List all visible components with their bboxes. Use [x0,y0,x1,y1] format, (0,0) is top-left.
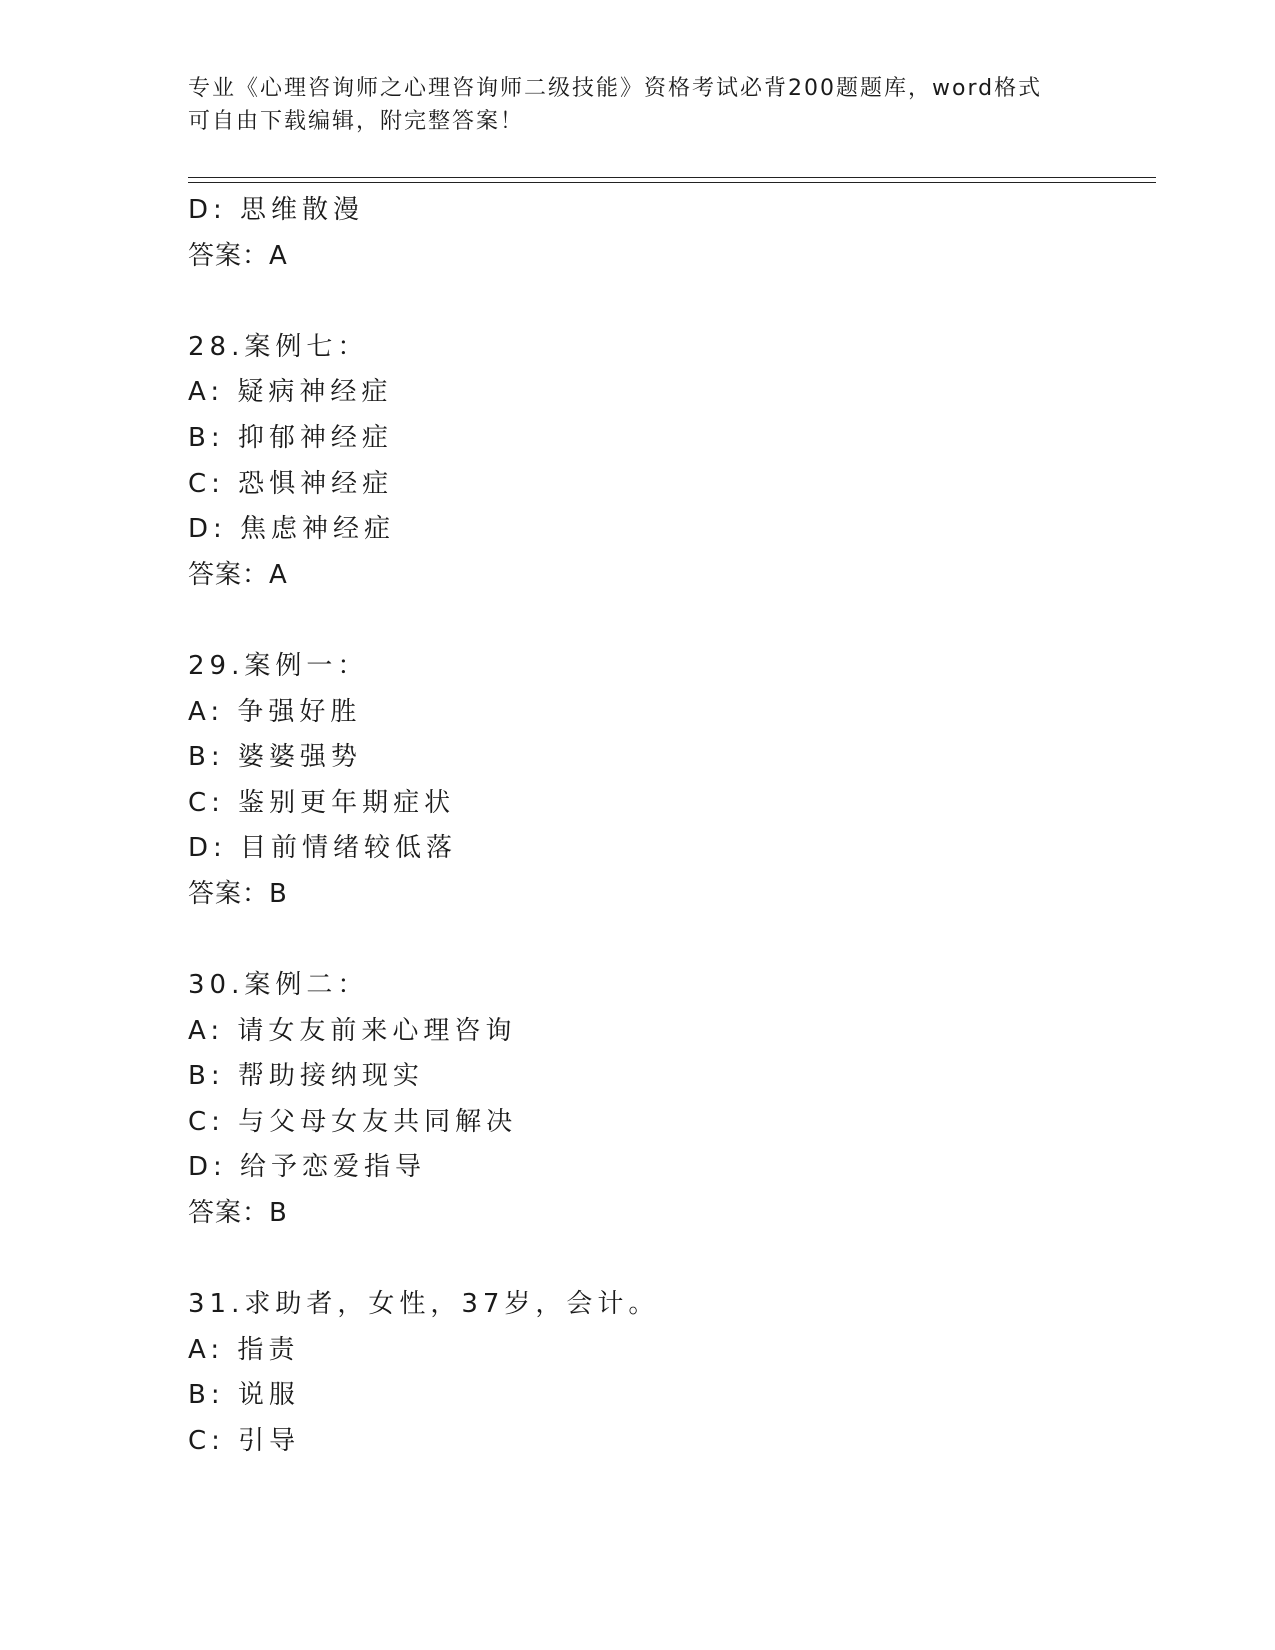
option-b: B: 婆婆强势 [188,742,362,773]
question-title: 30.案例二： [188,970,369,1001]
question-title: 28.案例七： [188,331,369,362]
question-31 [188,1282,1148,1464]
answer: 答案：A [188,240,288,271]
answer: 答案：B [188,878,288,909]
document-header [188,72,1088,138]
option-c: C: 与父母女友共同解决 [188,1106,518,1137]
header-line-2: 可自由下载编辑，附完整答案！ [188,109,525,134]
question-30 [188,963,1148,1237]
header-divider-top [188,177,1156,178]
question-28 [188,325,1148,599]
option-b: B: 说服 [188,1380,300,1411]
spacer [188,279,1148,325]
option-c: C: 鉴别更年期症状 [188,787,456,818]
spacer [188,1237,1148,1283]
header-divider-bottom [188,182,1156,183]
option-c: C: 恐惧神经症 [188,468,394,499]
option-a: A: 请女友前来心理咨询 [188,1015,517,1046]
option-a: A: 疑病神经症 [188,377,393,408]
question-title: 29.案例一： [188,650,369,681]
question-list [188,188,1148,1465]
question-title: 31.求助者，女性，37岁，会计。 [188,1289,660,1320]
answer: 答案：B [188,1198,288,1229]
option-d: D: 焦虑神经症 [188,514,396,545]
question-29 [188,644,1148,918]
option-b: B: 抑郁神经症 [188,422,393,453]
previous-question-tail [188,188,1148,279]
spacer [188,598,1148,644]
option-d: D: 给予恋爱指导 [188,1152,427,1183]
answer: 答案：A [188,559,288,590]
spacer [188,918,1148,964]
option-a: A: 指责 [188,1334,300,1365]
option-c: C: 引导 [188,1426,301,1457]
option-d: D: 目前情绪较低落 [188,833,458,864]
option-a: A: 争强好胜 [188,696,362,727]
option-d: D: 思维散漫 [188,195,365,225]
header-line-1: 专业《心理咨询师之心理咨询师二级技能》资格考试必背200题题库，word格式 [188,76,1043,101]
option-b: B: 帮助接纳现实 [188,1061,424,1092]
